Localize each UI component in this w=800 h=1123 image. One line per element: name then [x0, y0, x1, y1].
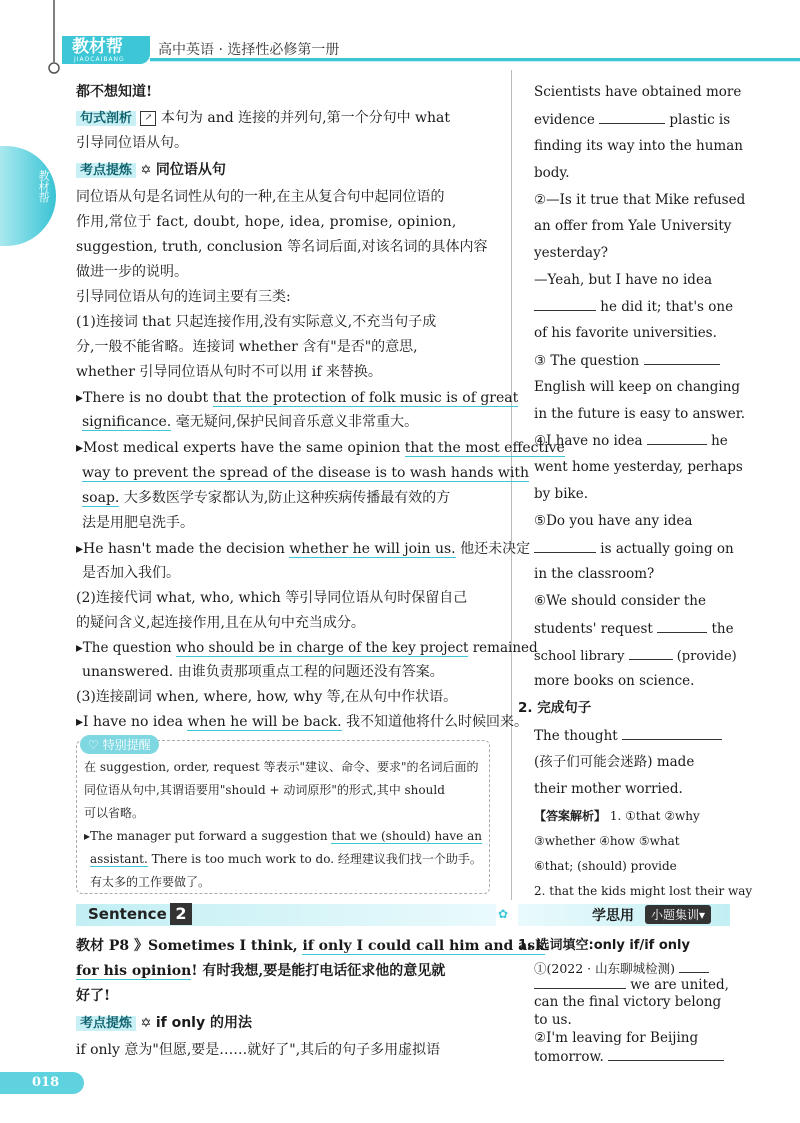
tip-heading: ♡ 特别提醒	[80, 735, 159, 754]
para-line: whether 引导同位语从句时不可以用 if 来替换。	[76, 364, 382, 380]
question-line: tomorrow.	[534, 1046, 724, 1067]
sentence-number: 2	[170, 903, 192, 925]
header-rule-light	[150, 61, 800, 62]
column-divider	[511, 70, 512, 900]
brand-logo-subtext: JIAOCAIBANG	[74, 56, 125, 63]
star-icon: ✡	[140, 163, 152, 178]
tip-line: 可以省略。	[84, 806, 145, 820]
line-end-text: 都不想知道!	[76, 84, 153, 100]
question-line: to us.	[534, 1012, 572, 1028]
para-line: 引导同位语从句的连词主要有三类:	[76, 289, 291, 305]
exercise-line: yesterday?	[534, 245, 608, 261]
sentence-source-cont: for his opinion! 有时我想,要是能打电话征求他的意见就	[76, 963, 446, 979]
syntax-analysis-text: 本句为 and 连接的并列句,第一个分句中 what	[160, 110, 451, 126]
exercise-line: more books on science.	[534, 673, 695, 689]
exercise-line: school library (provide)	[534, 645, 724, 667]
chart-icon: ↗	[140, 111, 156, 126]
question-line: ①(2022 · 山东聊城检测)	[534, 958, 724, 979]
example-5: ▸I have no idea when he will be back. 我不知道他将什么时候回来。	[76, 714, 529, 730]
question-line: we are united,	[534, 974, 724, 995]
exercise-line: an offer from Yale University	[534, 218, 732, 234]
para-line: suggestion, truth, conclusion 等名词后面,对该名词的具体内容	[76, 239, 488, 255]
example-2-cont: 法是用肥皂洗手。	[82, 515, 194, 531]
answer-line: 【答案解析】 1. ①that ②why	[534, 809, 700, 823]
tip-line: 在 suggestion, order, request 等表示"建议、命令、要求"的名词后面的	[84, 760, 479, 774]
answer-line: ⑥that; (should) provide	[534, 859, 677, 873]
exercise-line: students' request the	[534, 618, 724, 639]
example-2-cont: way to prevent the spread of the disease is to wash hands with	[82, 465, 529, 481]
sentence-source-cont: 好了!	[76, 988, 111, 1004]
syntax-analysis-line	[76, 108, 496, 129]
example-4-cont: unanswered. 由谁负责那项重点工程的问题还没有答案。	[82, 664, 444, 680]
exercise-line: of his favorite universities.	[534, 325, 717, 341]
example-1-cont: significance. 毫无疑问,保护民间音乐意义非常重大。	[82, 414, 419, 430]
exercise-heading: 2. 完成句子	[518, 700, 592, 716]
key-point-line	[76, 160, 496, 181]
question-line: ②I'm leaving for Beijing	[534, 1030, 699, 1046]
question-line: can the final victory belong	[534, 994, 722, 1010]
decorative-star-icon: ✿	[498, 907, 509, 921]
exercise-line: (孩子们可能会迷路) made	[534, 754, 695, 770]
syntax-analysis-cont: 引导同位语从句。	[76, 135, 188, 151]
exercise-line: ⑥We should consider the	[534, 593, 706, 609]
para-line: 做进一步的说明。	[76, 264, 188, 280]
example-3: ▸He hasn't made the decision whether he will join us. 他还未决定	[76, 541, 531, 557]
side-tab-label: 教材帮	[37, 170, 50, 203]
exercise-line: body.	[534, 165, 570, 181]
exercise-line: finding its way into the human	[534, 138, 743, 154]
book-title: 高中英语 · 选择性必修第一册	[158, 42, 340, 58]
tip-line: 同位语从句中,其谓语要用"should + 动词原形"的形式,其中 should	[84, 783, 445, 797]
exercise-line: he did it; that's one	[534, 296, 724, 317]
para-line: (2)连接代词 what, who, which 等引导同位语从句时保留自己	[76, 590, 468, 606]
example-2-cont: soap. 大多数医学专家都认为,防止这种疾病传播最有效的方	[82, 490, 451, 506]
key-point-line-2	[76, 1013, 496, 1034]
exercise-line: —Yeah, but I have no idea	[534, 272, 712, 288]
answer-line: 2. that the kids might lost their way	[534, 884, 753, 898]
exercise-line: ②—Is it true that Mike refused	[534, 192, 746, 208]
key-point-title: 同位语从句	[155, 162, 226, 178]
exercise-line: English will keep on changing	[534, 379, 741, 395]
exercise-line: in the classroom?	[534, 566, 655, 582]
example-1: ▸There is no doubt that the protection of folk music is of great	[76, 390, 519, 406]
tip-example-cont: 有太多的工作要做了。	[90, 875, 211, 889]
exercise-line: by bike.	[534, 486, 588, 502]
key-point-tag: 考点提炼	[76, 163, 136, 178]
example-4: ▸The question who should be in charge of the key project remained	[76, 640, 538, 656]
brand-logo: 教材帮	[62, 36, 150, 64]
page-number: 018	[0, 1072, 84, 1094]
question-heading: 1. 选词填空:only if/if only	[518, 938, 690, 953]
para-line: 同位语从句是名词性从句的一种,在主从复合句中起同位语的	[76, 189, 445, 205]
exercise-line: in the future is easy to answer.	[534, 406, 745, 422]
tip-example: ▸The manager put forward a suggestion that we (should) have an	[84, 829, 482, 843]
exercise-line: ④I have no idea he	[534, 430, 724, 451]
exercise-line: ③ The question	[534, 350, 724, 371]
exercise-line: The thought	[534, 725, 724, 746]
practice-tag: 小题集训▾	[645, 905, 711, 924]
para-line: if only 意为"但愿,要是……就好了",其后的句子多用虚拟语	[76, 1042, 441, 1058]
para-line: 分,一般不能省略。连接词 whether 含有"是否"的意思,	[76, 339, 418, 355]
star-icon: ✡	[140, 1016, 152, 1031]
sentence-label: Sentence	[88, 905, 167, 923]
exercise-line: evidence plastic is	[534, 109, 724, 130]
para-line: (3)连接副词 when, where, how, why 等,在从句中作状语。	[76, 689, 458, 705]
binder-hook-icon	[48, 0, 60, 80]
exercise-line: went home yesterday, perhaps	[534, 459, 743, 475]
para-line: (1)连接词 that 只起连接作用,没有实际意义,不充当句子成	[76, 314, 437, 330]
exercise-line: ⑤Do you have any idea	[534, 513, 693, 529]
key-point-tag-2: 考点提炼	[76, 1016, 136, 1031]
exercise-line: is actually going on	[534, 538, 724, 559]
caret-down-icon: ▾	[699, 908, 706, 922]
syntax-analysis-tag: 句式剖析	[76, 111, 136, 126]
para-line: 的疑问含义,起连接作用,且在从句中充当成分。	[76, 615, 365, 631]
lightbulb-icon: ♡	[88, 738, 99, 752]
practice-title: 学思用	[592, 908, 634, 924]
key-point-title-2: if only 的用法	[155, 1015, 252, 1031]
tip-example-cont: assistant. There is too much work to do. 经理建议我们找一个助手。	[90, 852, 482, 866]
example-2: ▸Most medical experts have the same opinion that the most effective	[76, 440, 565, 456]
exercise-line: Scientists have obtained more	[534, 84, 742, 100]
example-3-cont: 是否加入我们。	[82, 565, 180, 581]
exercise-line: their mother worried.	[534, 781, 683, 797]
sentence-source: 教材 P8 》Sometimes I think, if only I could call him and ask	[76, 938, 545, 954]
para-line: 作用,常位于 fact, doubt, hope, idea, promise, opinion,	[76, 214, 457, 230]
answer-line: ③whether ④how ⑤what	[534, 834, 680, 848]
